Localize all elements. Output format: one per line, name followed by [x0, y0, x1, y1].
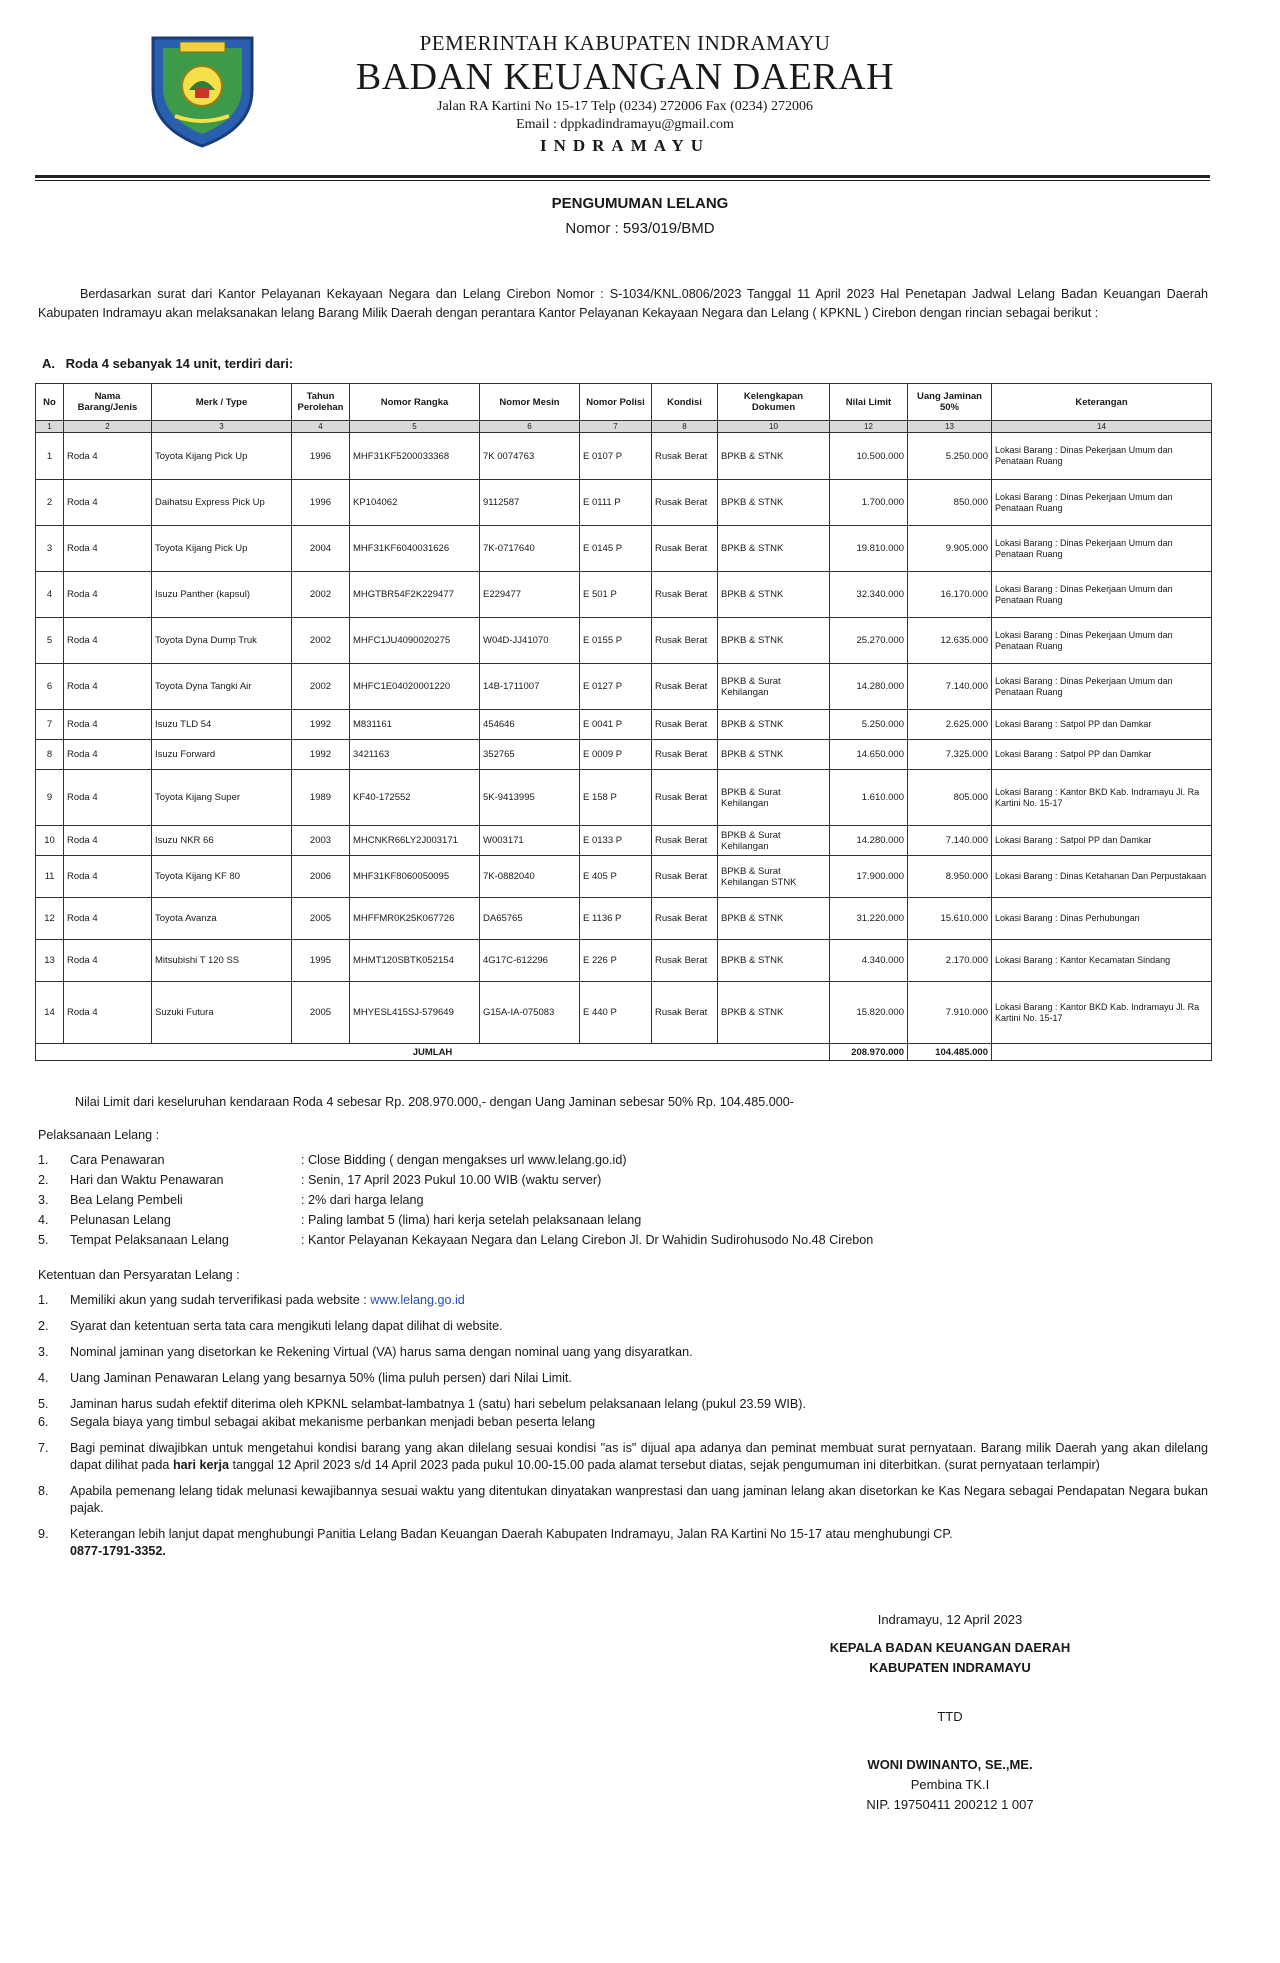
item-deposit: 7.140.000	[908, 664, 992, 710]
regency-crest-icon	[145, 28, 260, 150]
column-header: Nomor Mesin	[480, 384, 580, 421]
item-year: 1989	[292, 770, 350, 826]
item-engine-number: 4G17C-612296	[480, 940, 580, 982]
limit-note: Nilai Limit dari keseluruhan kendaraan Roda 4 sebesar Rp. 208.970.000,- dengan Uang Jaminan sebesar 50% Rp. 104.485.000-	[75, 1095, 795, 1109]
item-type: Roda 4	[64, 740, 152, 770]
item-remarks: Lokasi Barang : Satpol PP dan Damkar	[992, 826, 1212, 856]
section-a-heading	[42, 356, 293, 371]
table-row	[36, 480, 1212, 526]
table-row	[36, 826, 1212, 856]
item-condition: Rusak Berat	[652, 664, 718, 710]
item-no: 11	[36, 856, 64, 898]
item-engine-number: 352765	[480, 740, 580, 770]
list-item	[38, 1396, 1208, 1413]
item-limit-value: 5.250.000	[830, 710, 908, 740]
table-row	[36, 856, 1212, 898]
auction-items-table	[35, 383, 1212, 1061]
item-chassis-number: MHCNKR66LY2J003171	[350, 826, 480, 856]
item-text: Nominal jaminan yang disetorkan ke Rekening Virtual (VA) harus sama dengan nominal uang yang disyaratkan.	[70, 1345, 693, 1359]
item-condition: Rusak Berat	[652, 940, 718, 982]
item-remarks: Lokasi Barang : Dinas Pekerjaan Umum dan Penataan Ruang	[992, 433, 1212, 480]
table-row	[36, 770, 1212, 826]
item-no: 12	[36, 898, 64, 940]
list-item	[38, 1292, 1208, 1309]
contact-phone: 0877-1791-3352.	[70, 1544, 166, 1558]
government-name: PEMERINTAH KABUPATEN INDRAMAYU	[419, 31, 831, 55]
item-year: 2002	[292, 572, 350, 618]
item-value: : Paling lambat 5 (lima) hari kerja setelah pelaksanaan lelang	[301, 1213, 642, 1227]
item-documents: BPKB & STNK	[718, 480, 830, 526]
item-plate-number: E 0009 P	[580, 740, 652, 770]
item-plate-number: E 226 P	[580, 940, 652, 982]
item-chassis-number: MHF31KF5200033368	[350, 433, 480, 480]
item-no: 13	[36, 940, 64, 982]
item-remarks: Lokasi Barang : Kantor BKD Kab. Indramayu Jl. Ra Kartini No. 15-17	[992, 982, 1212, 1044]
signatory-nip: NIP. 19750411 200212 1 007	[866, 1797, 1034, 1812]
item-chassis-number: MHMT120SBTK052154	[350, 940, 480, 982]
item-year: 1992	[292, 710, 350, 740]
column-header: No	[36, 384, 64, 421]
signature-position-2: KABUPATEN INDRAMAYU	[869, 1660, 1031, 1675]
item-engine-number: 9112587	[480, 480, 580, 526]
item-chassis-number: KP104062	[350, 480, 480, 526]
item-no: 2	[36, 480, 64, 526]
section-a-label: A.	[42, 356, 55, 371]
item-type: Roda 4	[64, 526, 152, 572]
item-documents: BPKB & STNK	[718, 982, 830, 1044]
item-year: 1995	[292, 940, 350, 982]
item-condition: Rusak Berat	[652, 898, 718, 940]
item-brand: Isuzu TLD 54	[152, 710, 292, 740]
column-number-row	[36, 421, 1212, 433]
item-brand: Isuzu NKR 66	[152, 826, 292, 856]
item-type: Roda 4	[64, 982, 152, 1044]
lelang-website-link[interactable]: www.lelang.go.id	[370, 1293, 465, 1307]
item-no: 4	[36, 572, 64, 618]
table-row	[36, 433, 1212, 480]
item-limit-value: 25.270.000	[830, 618, 908, 664]
item-limit-value: 32.340.000	[830, 572, 908, 618]
item-limit-value: 1.610.000	[830, 770, 908, 826]
table-row	[36, 572, 1212, 618]
item-plate-number: E 0155 P	[580, 618, 652, 664]
item-no: 6	[36, 664, 64, 710]
item-text: Memiliki akun yang sudah terverifikasi pada website :	[70, 1293, 371, 1307]
item-no: 7	[36, 710, 64, 740]
item-brand: Toyota Kijang KF 80	[152, 856, 292, 898]
item-limit-value: 31.220.000	[830, 898, 908, 940]
list-item	[38, 1414, 1208, 1431]
item-deposit: 15.610.000	[908, 898, 992, 940]
item-limit-value: 19.810.000	[830, 526, 908, 572]
item-remarks: Lokasi Barang : Dinas Pekerjaan Umum dan Penataan Ruang	[992, 572, 1212, 618]
item-year: 2006	[292, 856, 350, 898]
column-number: 6	[480, 421, 580, 433]
item-no: 3	[36, 526, 64, 572]
item-remarks: Lokasi Barang : Satpol PP dan Damkar	[992, 740, 1212, 770]
column-header: Nomor Polisi	[580, 384, 652, 421]
table-total-row	[36, 1044, 1212, 1061]
item-number: 8.	[38, 1484, 49, 1498]
item-plate-number: E 405 P	[580, 856, 652, 898]
column-number: 3	[152, 421, 292, 433]
item-limit-value: 14.650.000	[830, 740, 908, 770]
item-engine-number: 454646	[480, 710, 580, 740]
table-row	[36, 526, 1212, 572]
agency-email: Email : dppkadindramayu@gmail.com	[516, 117, 734, 132]
signature-position-1: KEPALA BADAN KEUANGAN DAERAH	[829, 1640, 1071, 1655]
item-limit-value: 14.280.000	[830, 826, 908, 856]
item-brand: Toyota Avanza	[152, 898, 292, 940]
column-header: Nilai Limit	[830, 384, 908, 421]
item-no: 10	[36, 826, 64, 856]
item-documents: BPKB & Surat Kehilangan STNK	[718, 856, 830, 898]
list-item	[38, 1440, 1208, 1474]
table-row	[36, 940, 1212, 982]
item-condition: Rusak Berat	[652, 618, 718, 664]
item-number: 2.	[38, 1173, 49, 1187]
item-label: Tempat Pelaksanaan Lelang	[70, 1233, 229, 1247]
list-item	[38, 1344, 1208, 1361]
item-no: 14	[36, 982, 64, 1044]
item-condition: Rusak Berat	[652, 710, 718, 740]
item-limit-value: 15.820.000	[830, 982, 908, 1044]
item-condition: Rusak Berat	[652, 770, 718, 826]
item-label: Pelunasan Lelang	[70, 1213, 171, 1227]
item-year: 2005	[292, 982, 350, 1044]
item-type: Roda 4	[64, 770, 152, 826]
item-limit-value: 1.700.000	[830, 480, 908, 526]
column-header: Kondisi	[652, 384, 718, 421]
column-number: 10	[718, 421, 830, 433]
column-header: Kelengkapan Dokumen	[718, 384, 830, 421]
total-blank-cell	[992, 1044, 1212, 1061]
table-row	[36, 664, 1212, 710]
item-plate-number: E 501 P	[580, 572, 652, 618]
item-brand: Suzuki Futura	[152, 982, 292, 1044]
item-remarks: Lokasi Barang : Dinas Ketahanan Dan Perpustakaan	[992, 856, 1212, 898]
item-documents: BPKB & STNK	[718, 940, 830, 982]
item-chassis-number: MHFC1E04020001220	[350, 664, 480, 710]
item-year: 2002	[292, 664, 350, 710]
item-number: 2.	[38, 1319, 49, 1333]
item-year: 2003	[292, 826, 350, 856]
column-number: 1	[36, 421, 64, 433]
item-condition: Rusak Berat	[652, 526, 718, 572]
list-item	[38, 1318, 1208, 1335]
item-deposit: 5.250.000	[908, 433, 992, 480]
item-documents: BPKB & STNK	[718, 433, 830, 480]
signatory-name: WONI DWINANTO, SE.,ME.	[867, 1757, 1033, 1772]
item-plate-number: E 158 P	[580, 770, 652, 826]
item-engine-number: DA65765	[480, 898, 580, 940]
item-type: Roda 4	[64, 618, 152, 664]
column-number: 5	[350, 421, 480, 433]
column-number: 13	[908, 421, 992, 433]
item-documents: BPKB & STNK	[718, 572, 830, 618]
signature-place-date: Indramayu, 12 April 2023	[877, 1612, 1023, 1627]
item-brand: Toyota Kijang Super	[152, 770, 292, 826]
item-number: 3.	[38, 1193, 49, 1207]
item-brand: Toyota Dyna Tangki Air	[152, 664, 292, 710]
item-deposit: 2.170.000	[908, 940, 992, 982]
total-jaminan: 104.485.000	[908, 1044, 992, 1061]
item-remarks: Lokasi Barang : Satpol PP dan Damkar	[992, 710, 1212, 740]
item-type: Roda 4	[64, 710, 152, 740]
column-number: 7	[580, 421, 652, 433]
item-remarks: Lokasi Barang : Dinas Pekerjaan Umum dan Penataan Ruang	[992, 526, 1212, 572]
item-plate-number: E 0041 P	[580, 710, 652, 740]
item-no: 8	[36, 740, 64, 770]
item-year: 1996	[292, 480, 350, 526]
item-number: 5.	[38, 1397, 49, 1411]
item-text: Apabila pemenang lelang tidak melunasi kewajibannya sesuai waktu yang ditentukan dinyatakan wanprestasi dan uang jaminan lelang akan disetorkan ke Kas Negara sebagai Pendapatan Negara bukan pajak.	[70, 1484, 1208, 1515]
item-plate-number: E 0111 P	[580, 480, 652, 526]
item-engine-number: E229477	[480, 572, 580, 618]
total-limit: 208.970.000	[830, 1044, 908, 1061]
item-type: Roda 4	[64, 898, 152, 940]
item-year: 2005	[292, 898, 350, 940]
item-chassis-number: MHF31KF8060050095	[350, 856, 480, 898]
item-condition: Rusak Berat	[652, 480, 718, 526]
item-brand: Toyota Kijang Pick Up	[152, 433, 292, 480]
item-type: Roda 4	[64, 826, 152, 856]
item-type: Roda 4	[64, 572, 152, 618]
item-number: 3.	[38, 1345, 49, 1359]
ketentuan-heading: Ketentuan dan Persyaratan Lelang :	[38, 1268, 240, 1282]
letterhead-rule-thin	[35, 180, 1210, 181]
column-number: 14	[992, 421, 1212, 433]
item-text: Bagi peminat diwajibkan untuk mengetahui kondisi barang yang akan dilelang sesuai kondisi "as is" dijual apa adanya dan peminat membuat surat pernyataan. Barang milik Daerah yang akan dilelang dapat dilihat pada	[70, 1441, 1208, 1472]
item-chassis-number: MHYESL415SJ-579649	[350, 982, 480, 1044]
total-label: JUMLAH	[36, 1044, 830, 1061]
column-header: Nama Barang/Jenis	[64, 384, 152, 421]
table-row	[36, 982, 1212, 1044]
table-body	[36, 433, 1212, 1044]
list-item	[38, 1526, 1208, 1560]
item-engine-number: 14B-1711007	[480, 664, 580, 710]
item-type: Roda 4	[64, 940, 152, 982]
agency-address: Jalan RA Kartini No 15-17 Telp (0234) 272006 Fax (0234) 272006	[437, 99, 813, 114]
item-limit-value: 4.340.000	[830, 940, 908, 982]
announcement-title: PENGUMUMAN LELANG	[551, 195, 729, 212]
item-brand: Isuzu Forward	[152, 740, 292, 770]
item-documents: BPKB & STNK	[718, 898, 830, 940]
item-plate-number: E 440 P	[580, 982, 652, 1044]
item-brand: Daihatsu Express Pick Up	[152, 480, 292, 526]
item-brand: Mitsubishi T 120 SS	[152, 940, 292, 982]
item-documents: BPKB & Surat Kehilangan	[718, 664, 830, 710]
item-deposit: 850.000	[908, 480, 992, 526]
item-value: : Kantor Pelayanan Kekayaan Negara dan Lelang Cirebon Jl. Dr Wahidin Sudirohusodo No.48 Cirebon	[301, 1233, 874, 1247]
item-plate-number: E 0107 P	[580, 433, 652, 480]
item-deposit: 7.910.000	[908, 982, 992, 1044]
list-item	[38, 1483, 1208, 1517]
item-chassis-number: 3421163	[350, 740, 480, 770]
item-number: 1.	[38, 1293, 49, 1307]
item-engine-number: W003171	[480, 826, 580, 856]
item-chassis-number: M831161	[350, 710, 480, 740]
item-value: : Close Bidding ( dengan mengakses url www.lelang.go.id)	[301, 1153, 627, 1167]
agency-city: INDRAMAYU	[539, 136, 711, 155]
item-condition: Rusak Berat	[652, 433, 718, 480]
item-no: 1	[36, 433, 64, 480]
item-engine-number: W04D-JJ41070	[480, 618, 580, 664]
item-brand: Toyota Kijang Pick Up	[152, 526, 292, 572]
table-row	[36, 618, 1212, 664]
item-documents: BPKB & STNK	[718, 710, 830, 740]
item-engine-number: 7K-0717640	[480, 526, 580, 572]
item-engine-number: 5K-9413995	[480, 770, 580, 826]
column-number: 4	[292, 421, 350, 433]
item-number: 5.	[38, 1233, 49, 1247]
item-plate-number: E 0145 P	[580, 526, 652, 572]
item-number: 7.	[38, 1441, 49, 1455]
item-text-bold: hari kerja	[172, 1458, 229, 1472]
item-label: Hari dan Waktu Penawaran	[70, 1173, 224, 1187]
table-header-row	[36, 384, 1212, 421]
item-label: Bea Lelang Pembeli	[70, 1193, 183, 1207]
item-text: Syarat dan ketentuan serta tata cara mengikuti lelang dapat dilihat di website.	[70, 1319, 503, 1333]
item-value: : Senin, 17 April 2023 Pukul 10.00 WIB (waktu server)	[301, 1173, 602, 1187]
item-text: Segala biaya yang timbul sebagai akibat mekanisme perbankan menjadi beban peserta lelang	[70, 1415, 596, 1429]
item-brand: Toyota Dyna Dump Truk	[152, 618, 292, 664]
item-documents: BPKB & STNK	[718, 618, 830, 664]
item-number: 6.	[38, 1415, 49, 1429]
item-limit-value: 10.500.000	[830, 433, 908, 480]
item-number: 4.	[38, 1213, 49, 1227]
item-label: Cara Penawaran	[70, 1153, 165, 1167]
item-plate-number: E 1136 P	[580, 898, 652, 940]
item-condition: Rusak Berat	[652, 982, 718, 1044]
announcement-number: Nomor : 593/019/BMD	[565, 220, 715, 237]
section-a-title: Roda 4 sebanyak 14 unit, terdiri dari:	[65, 356, 294, 371]
item-remarks: Lokasi Barang : Dinas Pekerjaan Umum dan Penataan Ruang	[992, 618, 1212, 664]
item-documents: BPKB & Surat Kehilangan	[718, 826, 830, 856]
item-engine-number: 7K 0074763	[480, 433, 580, 480]
item-remarks: Lokasi Barang : Dinas Pekerjaan Umum dan Penataan Ruang	[992, 664, 1212, 710]
item-condition: Rusak Berat	[652, 856, 718, 898]
item-number: 9.	[38, 1527, 49, 1541]
item-condition: Rusak Berat	[652, 826, 718, 856]
item-documents: BPKB & STNK	[718, 526, 830, 572]
item-engine-number: G15A-IA-075083	[480, 982, 580, 1044]
column-number: 2	[64, 421, 152, 433]
item-chassis-number: MHFFMR0K25K067726	[350, 898, 480, 940]
item-chassis-number: MHFC1JU4090020275	[350, 618, 480, 664]
item-condition: Rusak Berat	[652, 740, 718, 770]
item-documents: BPKB & STNK	[718, 740, 830, 770]
item-year: 1996	[292, 433, 350, 480]
table-row	[36, 898, 1212, 940]
item-remarks: Lokasi Barang : Kantor BKD Kab. Indramayu Jl. Ra Kartini No. 15-17	[992, 770, 1212, 826]
item-value: : 2% dari harga lelang	[301, 1193, 424, 1207]
list-item	[38, 1370, 1208, 1387]
signatory-rank: Pembina TK.I	[910, 1777, 990, 1792]
intro-paragraph: Berdasarkan surat dari Kantor Pelayanan Kekayaan Negara dan Lelang Cirebon Nomor : S-1034/KNL.0806/2023 Tanggal 11 April 2023 Hal Penetapan Jadwal Lelang Badan Keuangan Daerah Kabupaten Indramayu akan melaksanakan lelang Barang Milik Daerah dengan perantara Kantor Pelayanan Kekayaan Negara dan Lelang ( KPKNL ) Cirebon dengan rincian sebagai berikut :	[38, 287, 1208, 320]
column-header: Merk / Type	[152, 384, 292, 421]
item-number: 4.	[38, 1371, 49, 1385]
item-brand: Isuzu Panther (kapsul)	[152, 572, 292, 618]
item-type: Roda 4	[64, 664, 152, 710]
item-year: 1992	[292, 740, 350, 770]
item-chassis-number: MHF31KF6040031626	[350, 526, 480, 572]
table-row	[36, 710, 1212, 740]
item-limit-value: 17.900.000	[830, 856, 908, 898]
column-header: Nomor Rangka	[350, 384, 480, 421]
item-remarks: Lokasi Barang : Kantor Kecamatan Sindang	[992, 940, 1212, 982]
item-remarks: Lokasi Barang : Dinas Perhubungan	[992, 898, 1212, 940]
item-chassis-number: MHGTBR54F2K229477	[350, 572, 480, 618]
item-deposit: 7.325.000	[908, 740, 992, 770]
item-text: Keterangan lebih lanjut dapat menghubungi Panitia Lelang Badan Keuangan Daerah Kabupaten Indramayu, Jalan RA Kartini No 15-17 atau menghubungi CP.	[70, 1527, 953, 1541]
item-plate-number: E 0133 P	[580, 826, 652, 856]
item-plate-number: E 0127 P	[580, 664, 652, 710]
pelaksanaan-heading: Pelaksanaan Lelang :	[38, 1128, 160, 1142]
item-chassis-number: KF40-172552	[350, 770, 480, 826]
item-text: Uang Jaminan Penawaran Lelang yang besarnya 50% (lima puluh persen) dari Nilai Limit.	[70, 1371, 572, 1385]
item-type: Roda 4	[64, 433, 152, 480]
item-deposit: 2.625.000	[908, 710, 992, 740]
item-deposit: 8.950.000	[908, 856, 992, 898]
item-number: 1.	[38, 1153, 49, 1167]
item-engine-number: 7K-0882040	[480, 856, 580, 898]
item-no: 5	[36, 618, 64, 664]
item-year: 2002	[292, 618, 350, 664]
item-deposit: 9.905.000	[908, 526, 992, 572]
item-no: 9	[36, 770, 64, 826]
item-condition: Rusak Berat	[652, 572, 718, 618]
item-deposit: 12.635.000	[908, 618, 992, 664]
item-type: Roda 4	[64, 856, 152, 898]
item-deposit: 7.140.000	[908, 826, 992, 856]
item-type: Roda 4	[64, 480, 152, 526]
item-deposit: 805.000	[908, 770, 992, 826]
item-text: tanggal 12 April 2023 s/d 14 April 2023 pada pukul 10.00-15.00 pada alamat tersebut diatas, sejak pengumuman ini diterbitkan. (surat pernyataan terlampir)	[228, 1458, 1100, 1472]
column-number: 12	[830, 421, 908, 433]
agency-name: BADAN KEUANGAN DAERAH	[355, 56, 895, 98]
column-header: Keterangan	[992, 384, 1212, 421]
column-number: 8	[652, 421, 718, 433]
column-header: Uang Jaminan 50%	[908, 384, 992, 421]
item-text: Jaminan harus sudah efektif diterima oleh KPKNL selambat-lambatnya 1 (satu) hari sebelum pelaksanaan lelang (pukul 23.59 WIB).	[70, 1397, 806, 1411]
letterhead-rule-thick	[35, 175, 1210, 178]
item-documents: BPKB & Surat Kehilangan	[718, 770, 830, 826]
signature-ttd: TTD	[937, 1709, 963, 1724]
column-header: Tahun Perolehan	[292, 384, 350, 421]
letterhead	[300, 30, 950, 158]
item-deposit: 16.170.000	[908, 572, 992, 618]
table-row	[36, 740, 1212, 770]
item-year: 2004	[292, 526, 350, 572]
ketentuan-list	[38, 1292, 1208, 1560]
item-limit-value: 14.280.000	[830, 664, 908, 710]
item-remarks: Lokasi Barang : Dinas Pekerjaan Umum dan Penataan Ruang	[992, 480, 1212, 526]
